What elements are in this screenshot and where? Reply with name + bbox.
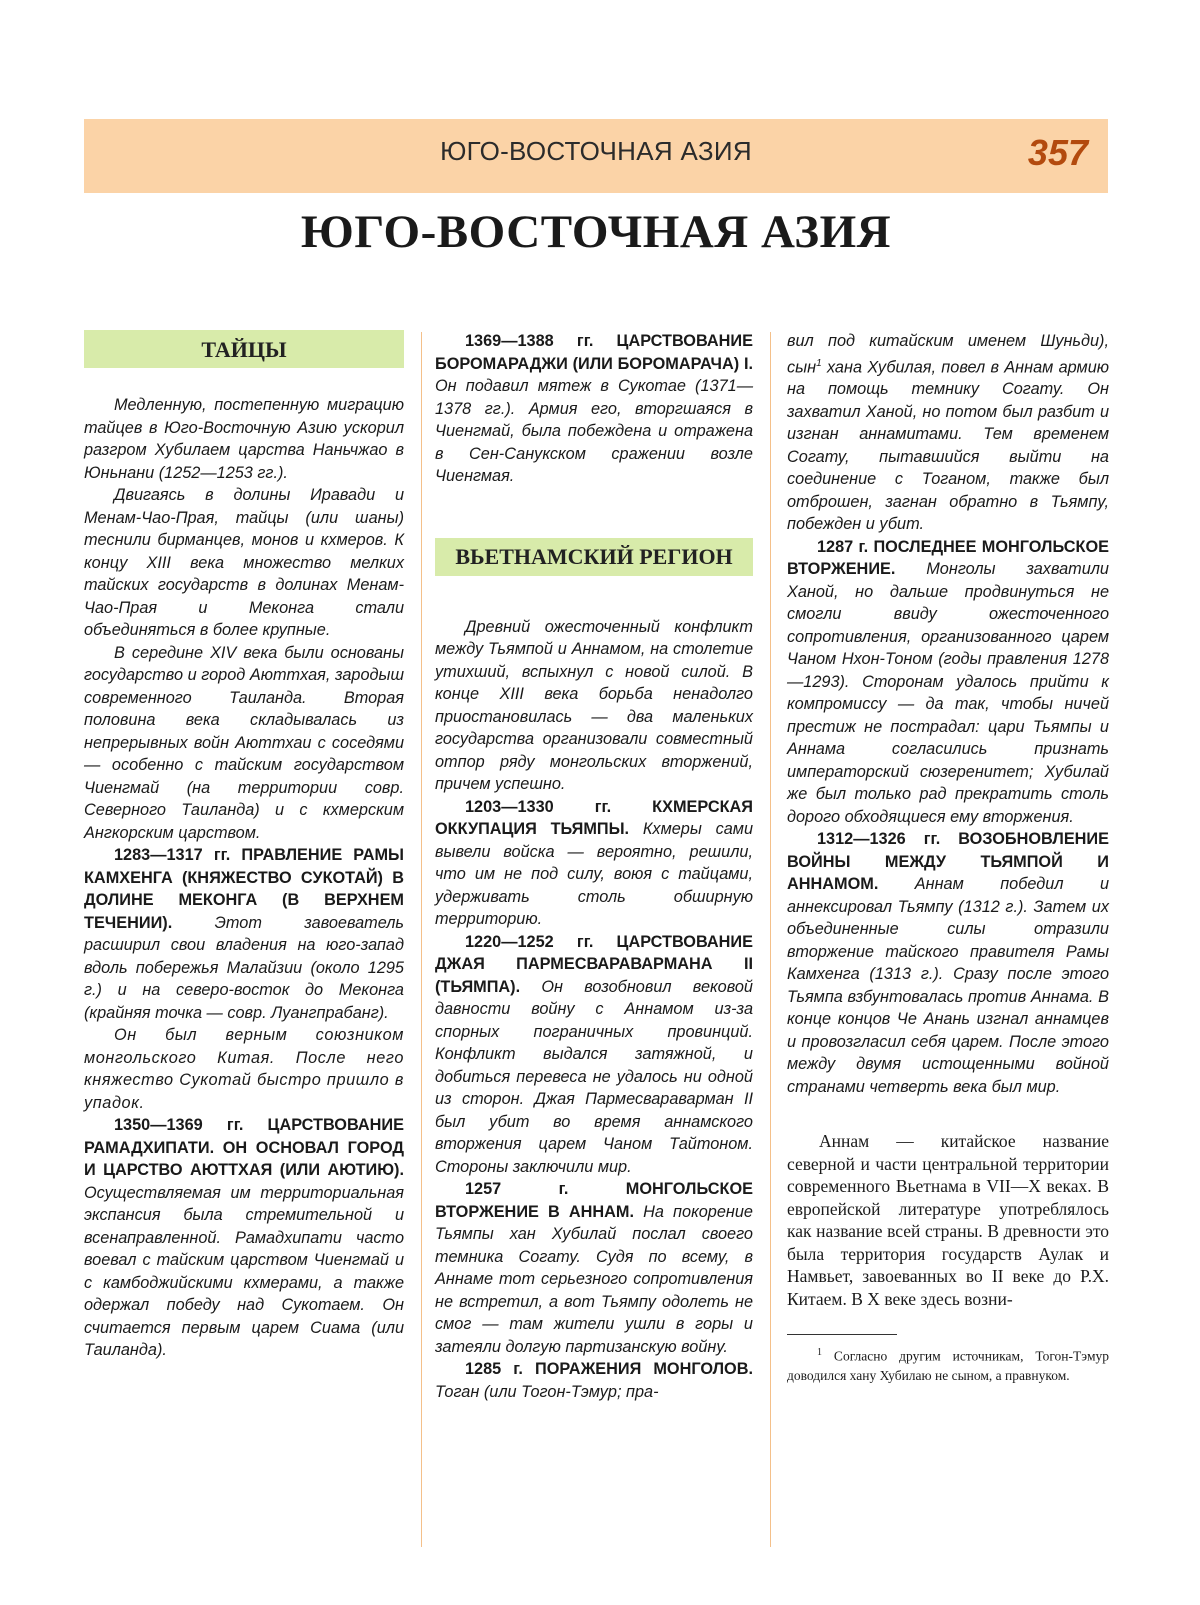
paragraph: Двигаясь в долины Иравади и Менам-Чао-Прая, тайцы (или шаны) теснили бирманцев, монов и кхмеров. К концу XIII века множество мелких тайских государств в долинах Менам-Чао-Прая и Меконга стали объединяться в более крупные. bbox=[84, 486, 404, 639]
column-1 bbox=[84, 330, 404, 1362]
section-heading-vietnam: ВЬЕТНАМСКИЙ РЕГИОН bbox=[435, 538, 753, 576]
entry-paragraph bbox=[435, 1358, 753, 1403]
entry-heading: 1369—1388 гг. ЦАРСТВОВАНИЕ БОРОМАРАДЖИ (ИЛИ БОРОМАРАЧА) I. bbox=[435, 332, 753, 373]
page-number: 357 bbox=[1027, 132, 1088, 173]
entry-heading: 1312—1326 гг. ВОЗОБНОВЛЕНИЕ ВОЙНЫ МЕЖДУ ТЬЯМПОЙ И АННАМОМ. bbox=[787, 830, 1109, 894]
entry-text: Этот завоеватель расширил свои владения на юго-запад вдоль побережья Малайзии (около 1295 г.) и на северо-восток до Меконга (крайняя точка — совр. Луангпрабанг). bbox=[84, 913, 404, 1022]
entry-heading: 1285 г. ПОРАЖЕНИЯ МОНГОЛОВ. bbox=[465, 1360, 753, 1378]
column-divider bbox=[770, 332, 771, 1547]
entry-text: На покорение Тьямпы хан Хубилай послал своего темника Согату. Судя по всему, в Аннаме тот серьезного сопротивления не встретил, а вот Тьямпу одолеть не смог — там жители ушли в горы и затеяли долгую партизанскую войну. bbox=[435, 1202, 753, 1356]
entry-text: Монголы захватили Ханой, но дальше продвинуться не смогли ввиду ожесточенного сопротивления, организованного царем Чаном Нхон-Тоном (годы правления 1278—1293). Сторонам удалось прийти к компромиссу — да так, чтобы ничей престиж не пострадал: цари Тьямпы и Аннама согласились признать императорский сюзеренитет; Хубилай же был только рад прекратить столь дорого обходящиеся ему вторжения. bbox=[787, 560, 1109, 826]
running-title: ЮГО-ВОСТОЧНАЯ АЗИЯ bbox=[440, 136, 752, 166]
text-run: хана Хубилая, повел в Аннам армию на помощь темнику Согату. Он захватил Ханой, но потом был разбит и изгнан аннамитами. Тем временем Согату, пытавшийся выйти на соединение с Тоганом, также был отброшен, загнан обратно в Тьямпу, побежден и убит. bbox=[787, 357, 1109, 534]
paragraph: Древний ожесточенный конфликт между Тьямпой и Аннамом, на столетие утихший, вспыхнул с новой силой. В конце XIII века борьба ненадолго приостановилась — два маленьких государства организовали совместный отпор ряду монгольских вторжений, причем успешно. bbox=[435, 617, 753, 793]
entry-heading: 1350—1369 гг. ЦАРСТВОВАНИЕ РАМАДХИПАТИ. ОН ОСНОВАЛ ГОРОД И ЦАРСТВО АЮТТХАЯ (ИЛИ АЮТИЮ). bbox=[84, 1116, 404, 1179]
footnote-divider bbox=[787, 1334, 897, 1335]
footnote-reference: 1 bbox=[816, 357, 822, 369]
entry-heading: 1283—1317 гг. ПРАВЛЕНИЕ РАМЫ КАМХЕНГА (КНЯЖЕСТВО СУКОТАЙ) В ДОЛИНЕ МЕКОНГА (В ВЕРХНЕМ ТЕЧЕНИИ). bbox=[84, 846, 404, 932]
page-title: ЮГО-ВОСТОЧНАЯ АЗИЯ bbox=[300, 206, 892, 258]
entry-paragraph bbox=[787, 828, 1109, 1098]
entry-text: Тоган (или Тогон-Тэмур; пра- bbox=[435, 1382, 659, 1401]
entry-text: Кхмеры сами вывели войска — вероятно, решили, что им не под силу, воюя с тайцами, удерживать столь обширную территорию. bbox=[435, 820, 753, 928]
annam-note: Аннам — китайское название северной и части центральной территории современного Вьетнама в VII—X веках. В европейской литературе употреблялось как название всей страны. В древности это была территория государств Аулак и Намвьет, завоеванных во II веке до Р.Х. Китаем. В X веке здесь возни- bbox=[787, 1131, 1109, 1309]
entry-paragraph bbox=[435, 330, 753, 488]
column-2 bbox=[435, 330, 753, 1403]
entry-heading: 1220—1252 гг. ЦАРСТВОВАНИЕ ДЖАЯ ПАРМЕСВАРАВАРМАНА II (ТЬЯМПА). bbox=[435, 932, 753, 996]
paragraph: В середине XIV века были основаны государство и город Аюттхая, зародыш современного Таиланда. Вторая половина века складывалась из непрерывных войн Аюттхаи с соседями — особенно с тайским государством Чиенгмай (на территории совр. Северного Таиланда) и с кхмерским Ангкорским царством. bbox=[84, 643, 404, 842]
footnote bbox=[787, 1343, 1109, 1385]
entry-paragraph bbox=[435, 796, 753, 931]
entry-text: Он возобновил вековой давности войну с Аннамом из-за спорных пограничных провинций. Конфликт выдался затяжной, и добиться перевеса не удалось ни одной из сторон. Джая Пармесвараварман II был убит во время аннамского вторжения царем Чаном Тайтоном. Стороны заключили мир. bbox=[435, 977, 753, 1176]
entry-text: Аннам победил и аннексировал Тьямпу (1312 г.). Затем их объединенные силы отразили вторжение тайского правителя Рамы Камхенга (1313 г.). Сразу после этого Тьямпа взбунтовалась против Аннама. В конце концов Че Анань изгнал аннамцев и провозгласил себя царем. После этого между двумя истощенными войной странами четверть века был мир. bbox=[787, 875, 1109, 1096]
section-heading-thais: ТАЙЦЫ bbox=[84, 330, 404, 368]
entry-text: Осуществляемая им территориальная экспансия была стремительной и всенаправленной. Рамадхипати часто воевал с тайским царством Чиенгмай и с камбоджийскими кхмерами, а также одержал победу над Сукотаем. Он считается первым царем Сиама (или Таиланда). bbox=[84, 1183, 404, 1359]
entry-paragraph bbox=[435, 931, 753, 1179]
entry-heading: 1203—1330 гг. КХМЕРСКАЯ ОККУПАЦИЯ ТЬЯМПЫ. bbox=[435, 797, 753, 838]
entry-paragraph bbox=[84, 1114, 404, 1362]
paragraph: Он был верным союзником монгольского Китая. После него княжество Сукотай быстро пришло в упадок. bbox=[84, 1026, 404, 1112]
entry-paragraph bbox=[84, 844, 404, 1024]
paragraph-continued bbox=[787, 330, 1109, 536]
footnote-mark: 1 bbox=[817, 1347, 822, 1359]
column-divider bbox=[421, 332, 422, 1547]
entry-heading: 1257 г. МОНГОЛЬСКОЕ ВТОРЖЕНИЕ В АННАМ. bbox=[435, 1180, 753, 1221]
running-header bbox=[84, 119, 1108, 193]
paragraph: Медленную, постепенную миграцию тайцев в Юго-Восточную Азию ускорил разгром Хубилаем царства Наньчжао в Юньнани (1252—1253 гг.). bbox=[84, 396, 404, 482]
footnote-text: Согласно другим источникам, Тогон-Тэмур доводился хану Хубилаю не сыном, а правнуком. bbox=[787, 1348, 1109, 1383]
text-run: вил под китайским именем Шуньди), сын bbox=[787, 332, 1109, 376]
entry-paragraph bbox=[787, 536, 1109, 829]
entry-paragraph bbox=[435, 1178, 753, 1358]
entry-heading: 1287 г. ПОСЛЕДНЕЕ МОНГОЛЬСКОЕ ВТОРЖЕНИЕ. bbox=[787, 537, 1109, 579]
entry-text: Он подавил мятеж в Сукотае (1371—1378 гг.). Армия его, вторгшаяся в Чиенгмай, была побеждена и отражена в Сен-Санукском сражении возле Чиенгмая. bbox=[435, 377, 753, 485]
column-3 bbox=[787, 330, 1109, 1385]
